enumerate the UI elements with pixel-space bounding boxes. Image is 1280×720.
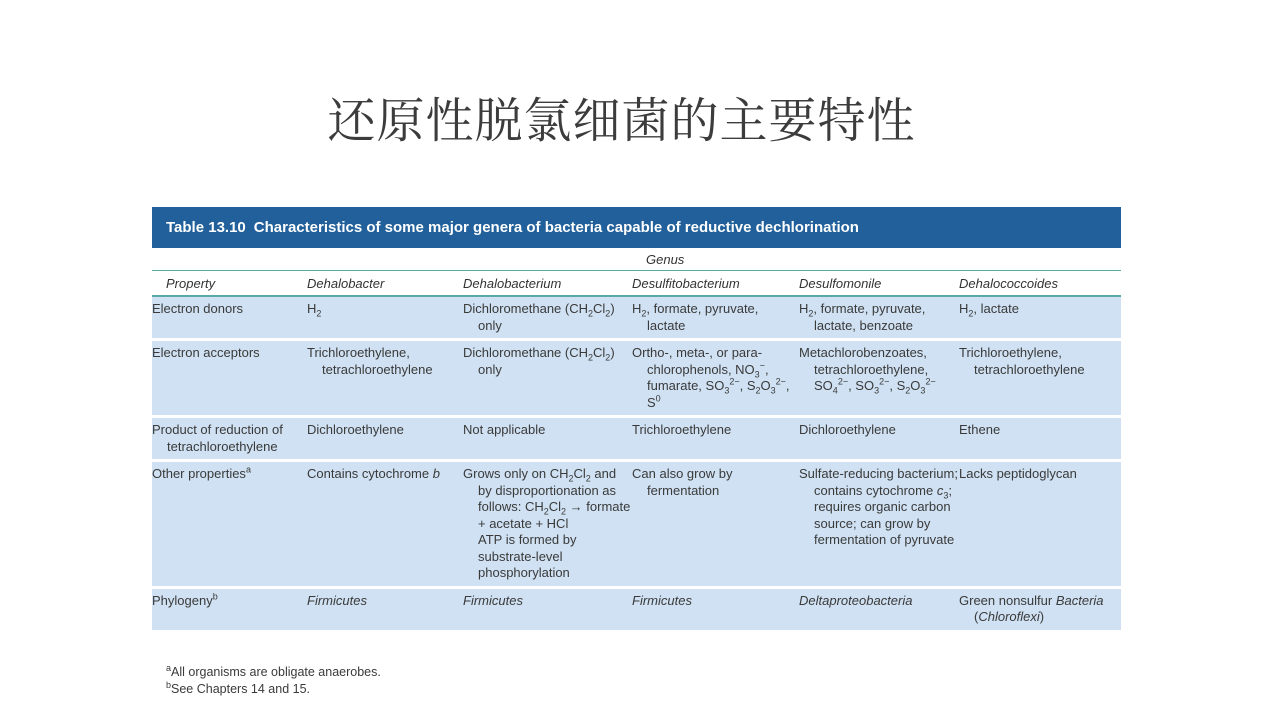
cell-dehalococcoides: Green nonsulfur Bacteria (Chloroflexi) <box>959 592 1104 624</box>
cell-desulfomonile: Deltaproteobacteria <box>799 592 913 608</box>
slide-title: 还原性脱氯细菌的主要特性 <box>327 93 916 149</box>
cell-desulfomonile: Metachlorobenzoates, tetrachloroethylene, $SO_4^{2-}$, $SO_3^{2-}$, $S_2O_3^{2-}$ <box>799 345 936 396</box>
cell-dehalobacter: Firmicutes <box>307 592 367 608</box>
cell-desulfitobacterium: Ortho-, meta-, or para-chlorophenols, $NO_3^-$, fumarate, $SO_3^{2-}$, $S_2O_3^{2-}$, $S^0$ <box>632 345 790 410</box>
column-header-row <box>152 271 1121 297</box>
data-table <box>152 207 1121 633</box>
column-header-desulfomonile: Desulfomonile <box>799 275 882 291</box>
cell-dehalococcoides: Trichloroethylene, tetrachloroethylene <box>959 345 1085 377</box>
cell-dehalobacterium: Not applicable <box>463 422 546 437</box>
cell-dehalobacter: Trichloroethylene, tetrachloroethylene <box>307 345 433 377</box>
group-header-row <box>152 248 1121 271</box>
table-row <box>152 418 1121 462</box>
table-row <box>152 297 1121 341</box>
cell-property: Electron acceptors <box>152 345 260 360</box>
cell-dehalobacterium: Dichloromethane $(CH_2Cl_2)$ only <box>463 345 615 377</box>
cell-desulfomonile: $H_2$, formate, pyruvate, lactate, benzoate <box>799 301 926 333</box>
cell-property: Product of reduction of tetrachloroethylene <box>152 422 283 454</box>
cell-dehalobacter: Dichloroethylene <box>307 422 404 437</box>
cell-dehalobacterium: Grows only on $CH_2Cl_2$ and by disproportionation as follows: $CH_2Cl_2$ → formate + acetate + HCl ATP is formed by substrate-level phosphorylation <box>463 466 631 580</box>
cell-property: Phylogeny$^b$ <box>152 591 218 608</box>
column-header-dehalococcoides: Dehalococcoides <box>959 275 1059 291</box>
cell-desulfitobacterium: $H_2$, formate, pyruvate, lactate <box>632 301 759 333</box>
table-caption-bar <box>152 207 1121 248</box>
column-header-dehalobacter: Dehalobacter <box>307 275 385 291</box>
footnote-a: $^a$All organisms are obligate anaerobes. <box>166 662 381 679</box>
cell-desulfitobacterium: Can also grow by fermentation <box>632 466 733 498</box>
column-header-desulfitobacterium: Desulfitobacterium <box>632 275 740 291</box>
cell-dehalococcoides: Ethene <box>959 422 1001 437</box>
footnote-b: $^b$See Chapters 14 and 15. <box>166 679 311 696</box>
cell-property: Electron donors <box>152 301 244 316</box>
cell-dehalococcoides: $H_2$, lactate <box>959 301 1019 319</box>
cell-dehalobacter: $H_2$ <box>307 301 322 319</box>
cell-dehalobacterium: Firmicutes <box>463 592 523 608</box>
table-row <box>152 589 1121 633</box>
table-footnotes <box>166 664 381 697</box>
table-number: Table 13.10 <box>166 219 246 236</box>
cell-desulfitobacterium: Trichloroethylene <box>632 422 732 437</box>
table-row <box>152 341 1121 418</box>
cell-property: Other properties$^a$ <box>152 464 251 481</box>
cell-dehalobacterium: Dichloromethane $(CH_2Cl_2)$ only <box>463 301 615 333</box>
cell-desulfomonile: Sulfate-reducing bacterium; contains cytochrome $c_3$; requires organic carbon source; can grow by fermentation of pyruvate <box>799 466 958 547</box>
table-body <box>152 297 1121 633</box>
table-row <box>152 462 1121 589</box>
cell-desulfomonile: Dichloroethylene <box>799 422 896 437</box>
cell-dehalococcoides: Lacks peptidoglycan <box>959 466 1077 481</box>
cell-dehalobacter: Contains cytochrome b <box>307 466 440 481</box>
column-header-dehalobacterium: Dehalobacterium <box>463 275 562 291</box>
table-caption: Characteristics of some major genera of bacteria capable of reductive dechlorination <box>253 219 859 236</box>
group-header-genus: Genus <box>646 252 685 267</box>
column-header-property: Property <box>166 275 216 291</box>
cell-desulfitobacterium: Firmicutes <box>632 592 692 608</box>
